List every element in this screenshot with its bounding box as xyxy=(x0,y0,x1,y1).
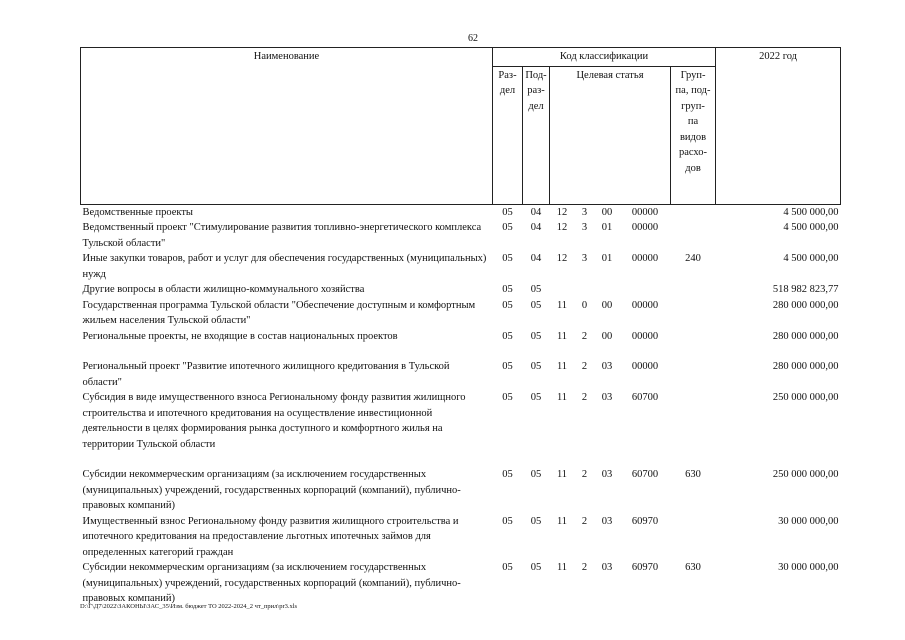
row-vr: 630 xyxy=(685,562,701,573)
row-cs3 xyxy=(595,282,620,298)
row-podrazdel: 04 xyxy=(530,253,542,264)
row-cs4 xyxy=(620,282,671,298)
row-cs1: 11 xyxy=(556,562,568,573)
table-row xyxy=(81,514,841,561)
row-razdel: 05 xyxy=(502,330,513,342)
header-subsection: Под- раз- дел xyxy=(523,66,550,204)
row-podrazdel: 04 xyxy=(530,206,542,218)
row-razdel: 05 xyxy=(502,361,513,372)
row-vr xyxy=(671,329,716,360)
table-row xyxy=(81,467,841,514)
row-podrazdel: 04 xyxy=(530,222,542,233)
row-cs1: 11 xyxy=(556,515,568,527)
row-cs2: 2 xyxy=(581,562,588,573)
row-name: Ведомственные проекты xyxy=(82,206,193,218)
row-cs1: 12 xyxy=(556,253,568,264)
row-podrazdel: 05 xyxy=(530,562,542,573)
row-cs4: 00000 xyxy=(631,206,659,218)
row-amount: 30 000 000,00 xyxy=(778,562,839,573)
row-cs3: 03 xyxy=(601,469,613,480)
row-razdel: 05 xyxy=(502,469,513,480)
row-name: Другие вопросы в области жилищно-коммунального хозяйства xyxy=(82,284,365,295)
row-amount: 4 500 000,00 xyxy=(783,206,839,218)
row-vr xyxy=(671,282,716,298)
table-row xyxy=(81,359,841,390)
header-code-group: Код классификации xyxy=(493,48,716,67)
row-vr xyxy=(671,390,716,467)
row-cs1: 11 xyxy=(556,361,568,372)
row-cs3: 00 xyxy=(601,206,613,218)
row-vr xyxy=(671,359,716,390)
budget-table xyxy=(80,47,841,607)
row-name: Региональные проекты, не входящие в состав национальных проектов xyxy=(82,330,398,342)
table-row xyxy=(81,329,841,360)
row-name: Имущественный взнос Региональному фонду развития жилищного строительства и ипотечного кредитования на предоставление льготных ипотечных займов для определенных категорий граждан xyxy=(82,515,459,558)
row-cs4: 00000 xyxy=(631,361,659,372)
row-cs2: 0 xyxy=(581,299,588,311)
row-cs1: 11 xyxy=(556,469,568,480)
row-name: Государственная программа Тульской области "Обеспечение доступным и комфортным жильем населения Тульской области" xyxy=(82,299,476,326)
row-cs3: 01 xyxy=(601,222,613,233)
row-cs2: 3 xyxy=(581,206,588,218)
row-razdel: 05 xyxy=(502,515,513,527)
row-cs4: 60700 xyxy=(631,392,659,403)
row-cs4: 60700 xyxy=(631,469,659,480)
row-cs2: 3 xyxy=(581,222,588,233)
row-name: Субсидии некоммерческим организациям (за исключением государственных (муниципальных) учреждений, государственных корпораций (компаний), публично-правовых компаний) xyxy=(82,562,461,604)
row-amount: 280 000 000,00 xyxy=(772,299,839,311)
row-cs1: 11 xyxy=(556,299,568,311)
page-number: 62 xyxy=(468,33,478,44)
row-amount: 4 500 000,00 xyxy=(783,253,839,264)
row-cs4: 00000 xyxy=(631,253,659,264)
row-cs1: 12 xyxy=(556,206,568,218)
row-razdel: 05 xyxy=(502,299,513,311)
row-podrazdel: 05 xyxy=(530,361,542,372)
row-cs4: 60970 xyxy=(631,515,659,527)
table-row xyxy=(81,282,841,298)
row-cs3: 01 xyxy=(601,253,613,264)
row-cs3: 00 xyxy=(601,299,613,311)
row-razdel: 05 xyxy=(502,392,513,403)
row-razdel: 05 xyxy=(502,253,513,264)
row-vr xyxy=(671,204,716,220)
row-podrazdel: 05 xyxy=(530,469,542,480)
row-cs3: 03 xyxy=(601,562,613,573)
row-razdel: 05 xyxy=(502,222,513,233)
row-cs1: 11 xyxy=(556,392,568,403)
table-row xyxy=(81,298,841,329)
row-cs3: 00 xyxy=(601,330,613,342)
row-razdel: 05 xyxy=(502,284,513,295)
row-cs3: 03 xyxy=(601,361,613,372)
row-vr xyxy=(671,298,716,329)
footer-file-path: D:\Г\Д7\2022\ЗАКОНЫ\ЗАС_35\Изм. бюджет ТО 2022-2024_2 чт_прил\pr3.xls xyxy=(80,603,298,610)
row-podrazdel: 05 xyxy=(530,392,542,403)
row-amount: 30 000 000,00 xyxy=(778,515,839,527)
row-amount: 518 982 823,77 xyxy=(772,284,839,295)
row-cs2 xyxy=(575,282,595,298)
row-cs1: 11 xyxy=(556,330,568,342)
row-razdel: 05 xyxy=(502,206,513,218)
row-vr: 240 xyxy=(685,253,701,264)
table-row xyxy=(81,204,841,220)
row-cs3: 03 xyxy=(601,515,613,527)
row-razdel: 05 xyxy=(502,562,513,573)
row-podrazdel: 05 xyxy=(530,330,542,342)
row-cs4: 00000 xyxy=(631,330,659,342)
row-name: Региональный проект "Развитие ипотечного жилищного кредитования в Тульской области" xyxy=(82,361,450,388)
header-year: 2022 год xyxy=(716,48,841,205)
row-name: Субсидия в виде имущественного взноса Региональному фонду развития жилищного строительства и ипотечного кредитования на осуществление инвестиционной деятельности в целях формирования рынка доступного и комфортного жилья на территории Тульской области xyxy=(82,392,466,450)
row-cs2: 3 xyxy=(581,253,588,264)
row-cs2: 2 xyxy=(581,392,588,403)
row-cs2: 2 xyxy=(581,330,588,342)
row-cs1: 12 xyxy=(556,222,568,233)
row-name: Ведомственный проект "Стимулирование развития топливно-энергетического комплекса Тульской области" xyxy=(82,222,482,249)
header-expense-group: Груп- па, под- груп- па видов расхо- дов xyxy=(671,66,716,204)
row-cs4: 00000 xyxy=(631,222,659,233)
row-cs2: 2 xyxy=(581,515,588,527)
row-vr xyxy=(671,220,716,251)
row-vr xyxy=(671,514,716,561)
row-podrazdel: 05 xyxy=(530,284,542,295)
header-name: Наименование xyxy=(81,48,493,205)
row-name: Субсидии некоммерческим организациям (за исключением государственных (муниципальных) учреждений, государственных корпораций (компаний), публично-правовых компаний) xyxy=(82,469,461,511)
row-amount: 4 500 000,00 xyxy=(783,222,839,233)
row-vr: 630 xyxy=(685,469,701,480)
row-cs2: 2 xyxy=(581,469,588,480)
header-target-article: Целевая статья xyxy=(550,66,671,204)
row-cs2: 2 xyxy=(581,361,588,372)
row-amount: 280 000 000,00 xyxy=(772,361,839,372)
row-cs4: 60970 xyxy=(631,562,659,573)
table-row xyxy=(81,220,841,251)
row-amount: 250 000 000,00 xyxy=(772,469,839,480)
table-row xyxy=(81,390,841,467)
table-row xyxy=(81,560,841,607)
row-cs1 xyxy=(550,282,575,298)
row-amount: 280 000 000,00 xyxy=(772,330,839,342)
row-amount: 250 000 000,00 xyxy=(772,392,839,403)
row-podrazdel: 05 xyxy=(530,299,542,311)
row-cs4: 00000 xyxy=(631,299,659,311)
row-name: Иные закупки товаров, работ и услуг для обеспечения государственных (муниципальных) нужд xyxy=(82,253,487,280)
table-row xyxy=(81,251,841,282)
row-podrazdel: 05 xyxy=(530,515,542,527)
header-section: Раз- дел xyxy=(493,66,523,204)
row-cs3: 03 xyxy=(601,392,613,403)
